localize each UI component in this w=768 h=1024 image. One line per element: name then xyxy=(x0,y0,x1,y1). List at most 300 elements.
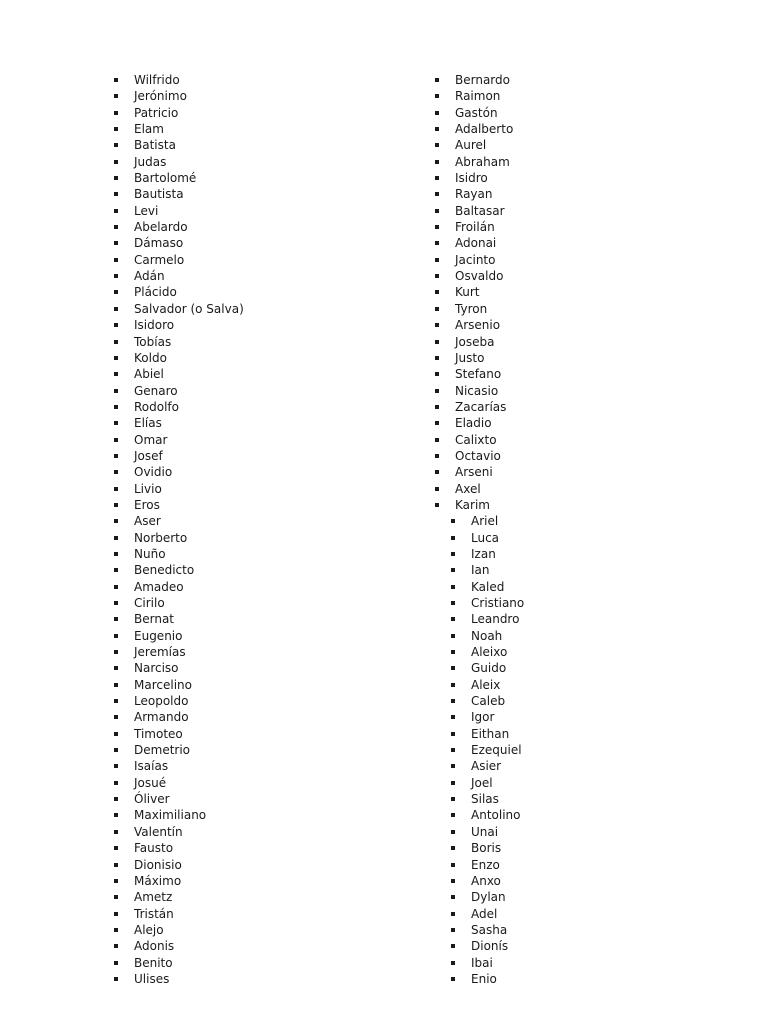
list-item-text: Aleix xyxy=(471,677,501,692)
bullet-icon xyxy=(451,536,455,540)
list-item xyxy=(455,105,524,121)
bullet-icon xyxy=(114,568,118,572)
list-item xyxy=(134,235,244,251)
list-item xyxy=(134,252,244,268)
bullet-icon xyxy=(451,961,455,965)
list-item xyxy=(455,448,524,464)
list-item xyxy=(134,481,244,497)
list-item-text: Adel xyxy=(471,906,498,921)
list-item-text: Luca xyxy=(471,530,500,545)
list-item xyxy=(455,399,524,415)
list-item-text: Baltasar xyxy=(455,203,505,218)
list-item xyxy=(455,530,524,546)
list-item-text: Aleixo xyxy=(471,645,508,660)
bullet-icon xyxy=(114,617,118,621)
list-item-text: Raimon xyxy=(455,89,501,104)
list-item-text: Isidoro xyxy=(134,318,175,333)
list-item xyxy=(455,595,524,611)
list-item-text: Calixto xyxy=(455,432,497,447)
list-item xyxy=(455,284,524,300)
bullet-icon xyxy=(114,94,118,98)
list-item-text: Eugenio xyxy=(134,628,183,643)
list-item-text: Joel xyxy=(471,775,493,790)
list-item xyxy=(134,824,244,840)
list-item xyxy=(455,383,524,399)
list-item-text: Tobías xyxy=(134,334,172,349)
list-item-text: Adán xyxy=(134,269,165,284)
bullet-icon xyxy=(451,732,455,736)
list-item xyxy=(455,726,524,742)
bullet-icon xyxy=(114,454,118,458)
list-item xyxy=(134,938,244,954)
bullet-icon xyxy=(114,797,118,801)
list-item-text: Jeremías xyxy=(134,645,186,660)
bullet-icon xyxy=(114,487,118,491)
list-item-text: Ezequiel xyxy=(471,743,522,758)
list-item xyxy=(455,235,524,251)
bullet-icon xyxy=(114,895,118,899)
list-item xyxy=(455,611,524,627)
list-item xyxy=(134,203,244,219)
bullet-icon xyxy=(451,813,455,817)
list-item-text: Osvaldo xyxy=(455,269,504,284)
bullet-icon xyxy=(435,78,439,82)
list-item-text: Ariel xyxy=(471,514,499,529)
list-item-text: Cristiano xyxy=(471,596,525,610)
list-item xyxy=(134,170,244,186)
list-item xyxy=(134,284,244,300)
bullet-icon xyxy=(114,585,118,589)
list-item xyxy=(134,154,244,170)
list-item xyxy=(134,399,244,415)
list-item xyxy=(134,922,244,938)
list-item xyxy=(455,252,524,268)
bullet-icon xyxy=(435,307,439,311)
bullet-icon xyxy=(114,290,118,294)
bullet-icon xyxy=(451,634,455,638)
list-item xyxy=(134,513,244,529)
bullet-icon xyxy=(451,912,455,916)
bullet-icon xyxy=(435,438,439,442)
bullet-icon xyxy=(114,683,118,687)
list-item-text: Nuño xyxy=(134,546,166,561)
list-item-text: Wilfrido xyxy=(134,73,180,87)
list-item-text: Timoteo xyxy=(134,726,183,741)
list-item-text: Armando xyxy=(134,710,189,725)
bullet-icon xyxy=(451,944,455,948)
list-item-text: Leopoldo xyxy=(134,694,189,709)
list-item xyxy=(134,775,244,791)
bullet-icon xyxy=(114,781,118,785)
list-item-text: Nicasio xyxy=(455,383,499,398)
list-item xyxy=(455,334,524,350)
list-item xyxy=(134,72,244,88)
list-item xyxy=(455,366,524,382)
list-item xyxy=(134,628,244,644)
bullet-icon xyxy=(114,323,118,327)
list-item-text: Alejo xyxy=(134,922,164,937)
list-item xyxy=(134,448,244,464)
list-item xyxy=(134,595,244,611)
list-item xyxy=(455,775,524,791)
list-item xyxy=(455,758,524,774)
bullet-icon xyxy=(114,650,118,654)
list-item xyxy=(455,579,524,595)
list-item-text: Benito xyxy=(134,955,173,970)
list-item-text: Ian xyxy=(471,563,490,578)
bullet-icon xyxy=(114,830,118,834)
list-item xyxy=(134,432,244,448)
list-item-text: Aurel xyxy=(455,138,487,153)
list-item xyxy=(455,660,524,676)
bullet-icon xyxy=(114,634,118,638)
bullet-icon xyxy=(114,225,118,229)
list-item xyxy=(134,579,244,595)
list-item xyxy=(134,677,244,693)
list-item-text: Abelardo xyxy=(134,220,188,235)
list-item xyxy=(455,873,524,889)
bullet-icon xyxy=(435,405,439,409)
list-item xyxy=(134,709,244,725)
list-item xyxy=(455,644,524,660)
list-item-text: Enio xyxy=(471,971,497,986)
list-item xyxy=(455,137,524,153)
list-item xyxy=(134,366,244,382)
list-item xyxy=(134,906,244,922)
list-item-text: Bautista xyxy=(134,187,184,202)
list-item-text: Gastón xyxy=(455,105,498,120)
list-item xyxy=(455,415,524,431)
list-item-text: Norberto xyxy=(134,530,188,545)
bullet-icon xyxy=(451,568,455,572)
list-item-text: Josué xyxy=(134,775,167,790)
list-item xyxy=(455,742,524,758)
list-item xyxy=(455,432,524,448)
bullet-icon xyxy=(435,225,439,229)
list-item xyxy=(455,709,524,725)
list-item-text: Máximo xyxy=(134,873,182,888)
list-item xyxy=(134,137,244,153)
bullet-icon xyxy=(451,552,455,556)
bullet-icon xyxy=(114,732,118,736)
list-item-text: Adonis xyxy=(134,939,175,954)
names-list-right xyxy=(455,72,524,987)
list-item-text: Dylan xyxy=(471,890,506,905)
list-item-text: Aser xyxy=(134,514,161,529)
bullet-icon xyxy=(114,111,118,115)
bullet-icon xyxy=(114,879,118,883)
list-item xyxy=(455,72,524,88)
list-item xyxy=(134,562,244,578)
list-item-text: Antolino xyxy=(471,808,521,823)
list-item-text: Elam xyxy=(134,122,164,137)
bullet-icon xyxy=(451,715,455,719)
list-item-text: Justo xyxy=(455,350,485,365)
list-item-text: Caleb xyxy=(471,694,506,709)
list-item-text: Enzo xyxy=(471,857,500,872)
list-item xyxy=(134,742,244,758)
list-item-text: Karim xyxy=(455,497,490,512)
list-item-text: Octavio xyxy=(455,448,501,463)
list-item xyxy=(455,464,524,480)
list-item-text: Abraham xyxy=(455,154,510,169)
list-item xyxy=(455,88,524,104)
list-item-text: Bernat xyxy=(134,612,175,627)
bullet-icon xyxy=(451,699,455,703)
bullet-icon xyxy=(435,94,439,98)
bullet-icon xyxy=(114,258,118,262)
bullet-icon xyxy=(435,421,439,425)
list-item xyxy=(455,807,524,823)
list-item-text: Carmelo xyxy=(134,252,185,267)
bullet-icon xyxy=(114,536,118,540)
bullet-icon xyxy=(451,617,455,621)
list-item xyxy=(134,464,244,480)
bullet-icon xyxy=(435,503,439,507)
list-item xyxy=(455,628,524,644)
bullet-icon xyxy=(435,290,439,294)
list-item-text: Valentín xyxy=(134,824,183,839)
list-item-text: Adonai xyxy=(455,236,497,251)
list-item xyxy=(134,121,244,137)
bullet-icon xyxy=(114,438,118,442)
list-item-text: Tyron xyxy=(455,301,488,316)
list-item-text: Isidro xyxy=(455,171,488,186)
bullet-icon xyxy=(114,863,118,867)
list-item xyxy=(455,955,524,971)
list-item-text: Koldo xyxy=(134,350,167,365)
list-item xyxy=(455,497,524,513)
bullet-icon xyxy=(451,519,455,523)
bullet-icon xyxy=(451,863,455,867)
list-item xyxy=(455,791,524,807)
bullet-icon xyxy=(451,977,455,981)
list-item xyxy=(134,873,244,889)
bullet-icon xyxy=(435,258,439,262)
bullet-icon xyxy=(435,323,439,327)
bullet-icon xyxy=(114,813,118,817)
list-item xyxy=(134,807,244,823)
list-item-text: Arsenio xyxy=(455,318,501,333)
bullet-icon xyxy=(435,111,439,115)
list-item-text: Demetrio xyxy=(134,743,191,758)
list-item-text: Sasha xyxy=(471,922,508,937)
list-item-text: Bartolomé xyxy=(134,171,197,186)
list-item-text: Dionís xyxy=(471,939,509,954)
list-item xyxy=(134,334,244,350)
list-item-text: Fausto xyxy=(134,841,174,856)
list-item-text: Ametz xyxy=(134,890,173,905)
list-item-text: Adalberto xyxy=(455,122,514,137)
list-item xyxy=(134,889,244,905)
list-item xyxy=(455,170,524,186)
list-item xyxy=(455,840,524,856)
list-item xyxy=(455,350,524,366)
list-item xyxy=(134,186,244,202)
bullet-icon xyxy=(451,830,455,834)
list-item xyxy=(134,955,244,971)
list-item xyxy=(134,219,244,235)
list-item xyxy=(134,758,244,774)
bullet-icon xyxy=(451,666,455,670)
list-item-text: Isaías xyxy=(134,759,169,774)
list-item xyxy=(134,644,244,660)
bullet-icon xyxy=(114,519,118,523)
bullet-icon xyxy=(114,421,118,425)
list-item-text: Froilán xyxy=(455,220,495,235)
list-item-text: Marcelino xyxy=(134,677,192,692)
bullet-icon xyxy=(435,274,439,278)
list-item-text: Eladio xyxy=(455,416,492,431)
bullet-icon xyxy=(114,846,118,850)
bullet-icon xyxy=(114,78,118,82)
list-item-text: Salvador (o Salva) xyxy=(134,301,244,316)
bullet-icon xyxy=(451,928,455,932)
list-item xyxy=(455,317,524,333)
list-item xyxy=(134,317,244,333)
bullet-icon xyxy=(435,454,439,458)
list-item xyxy=(455,268,524,284)
list-item-text: Izan xyxy=(471,546,496,561)
list-item-text: Patricio xyxy=(134,105,179,120)
list-item xyxy=(455,121,524,137)
bullet-icon xyxy=(114,699,118,703)
list-item xyxy=(455,922,524,938)
list-item-text: Rayan xyxy=(455,187,493,202)
bullet-icon xyxy=(114,340,118,344)
list-item-text: Kurt xyxy=(455,285,480,300)
list-item-text: Omar xyxy=(134,432,168,447)
bullet-icon xyxy=(451,879,455,883)
bullet-icon xyxy=(435,143,439,147)
list-item-text: Eros xyxy=(134,497,160,512)
list-item-text: Silas xyxy=(471,792,499,807)
list-item xyxy=(134,693,244,709)
bullet-icon xyxy=(435,160,439,164)
list-item-text: Stefano xyxy=(455,367,502,382)
bullet-icon xyxy=(114,192,118,196)
list-item xyxy=(455,677,524,693)
list-item xyxy=(134,383,244,399)
list-item xyxy=(134,88,244,104)
list-item-text: Tristán xyxy=(134,906,174,921)
list-item-text: Levi xyxy=(134,203,159,218)
bullet-icon xyxy=(114,274,118,278)
bullet-icon xyxy=(435,389,439,393)
list-item-text: Óliver xyxy=(134,792,170,807)
list-item xyxy=(134,105,244,121)
bullet-icon xyxy=(114,160,118,164)
list-item-text: Kaled xyxy=(471,579,505,594)
list-item-text: Judas xyxy=(134,154,167,169)
bullet-icon xyxy=(114,241,118,245)
bullet-icon xyxy=(114,601,118,605)
bullet-icon xyxy=(114,944,118,948)
list-item-text: Genaro xyxy=(134,383,178,398)
list-item xyxy=(455,906,524,922)
bullet-icon xyxy=(451,797,455,801)
list-item-text: Abiel xyxy=(134,367,164,382)
list-item-text: Joseba xyxy=(455,334,495,349)
list-item xyxy=(134,301,244,317)
bullet-icon xyxy=(114,127,118,131)
list-item xyxy=(134,971,244,987)
bullet-icon xyxy=(435,372,439,376)
bullet-icon xyxy=(114,470,118,474)
list-item xyxy=(134,611,244,627)
list-item-text: Jacinto xyxy=(455,252,496,267)
bullet-icon xyxy=(114,666,118,670)
list-item-text: Ovidio xyxy=(134,465,173,480)
bullet-icon xyxy=(114,912,118,916)
list-item xyxy=(455,889,524,905)
bullet-icon xyxy=(114,356,118,360)
bullet-icon xyxy=(114,176,118,180)
list-item-text: Plácido xyxy=(134,285,177,300)
list-item-text: Josef xyxy=(134,448,163,463)
bullet-icon xyxy=(451,846,455,850)
bullet-icon xyxy=(114,389,118,393)
list-item-text: Igor xyxy=(471,710,495,725)
list-item xyxy=(134,530,244,546)
list-item xyxy=(455,857,524,873)
list-item xyxy=(455,546,524,562)
list-item-text: Zacarías xyxy=(455,399,507,414)
list-item xyxy=(134,546,244,562)
list-item-text: Rodolfo xyxy=(134,399,179,414)
bullet-icon xyxy=(435,192,439,196)
list-item-text: Anxo xyxy=(471,873,501,888)
list-item-text: Bernardo xyxy=(455,73,510,87)
bullet-icon xyxy=(114,307,118,311)
names-list-left xyxy=(134,72,244,987)
list-item-text: Asier xyxy=(471,759,502,774)
list-item-text: Ulises xyxy=(134,971,170,986)
list-item xyxy=(455,301,524,317)
bullet-icon xyxy=(451,781,455,785)
bullet-icon xyxy=(114,748,118,752)
list-item xyxy=(134,268,244,284)
list-item-text: Boris xyxy=(471,841,502,856)
list-item xyxy=(455,219,524,235)
list-item-text: Eithan xyxy=(471,726,510,741)
list-item xyxy=(134,726,244,742)
list-item-text: Jerónimo xyxy=(134,89,187,104)
list-item-text: Noah xyxy=(471,628,503,643)
list-item xyxy=(455,562,524,578)
bullet-icon xyxy=(451,895,455,899)
list-item-text: Leandro xyxy=(471,612,520,627)
list-item xyxy=(134,857,244,873)
bullet-icon xyxy=(114,977,118,981)
bullet-icon xyxy=(114,209,118,213)
bullet-icon xyxy=(435,470,439,474)
bullet-icon xyxy=(451,764,455,768)
bullet-icon xyxy=(435,487,439,491)
list-item-text: Livio xyxy=(134,481,162,496)
list-item xyxy=(455,971,524,987)
bullet-icon xyxy=(435,241,439,245)
list-item-text: Benedicto xyxy=(134,563,195,578)
bullet-icon xyxy=(451,585,455,589)
list-item xyxy=(134,791,244,807)
list-item-text: Ibai xyxy=(471,955,493,970)
list-item xyxy=(134,350,244,366)
list-item-text: Unai xyxy=(471,824,499,839)
list-item xyxy=(455,203,524,219)
list-item xyxy=(455,154,524,170)
list-item xyxy=(455,513,524,529)
